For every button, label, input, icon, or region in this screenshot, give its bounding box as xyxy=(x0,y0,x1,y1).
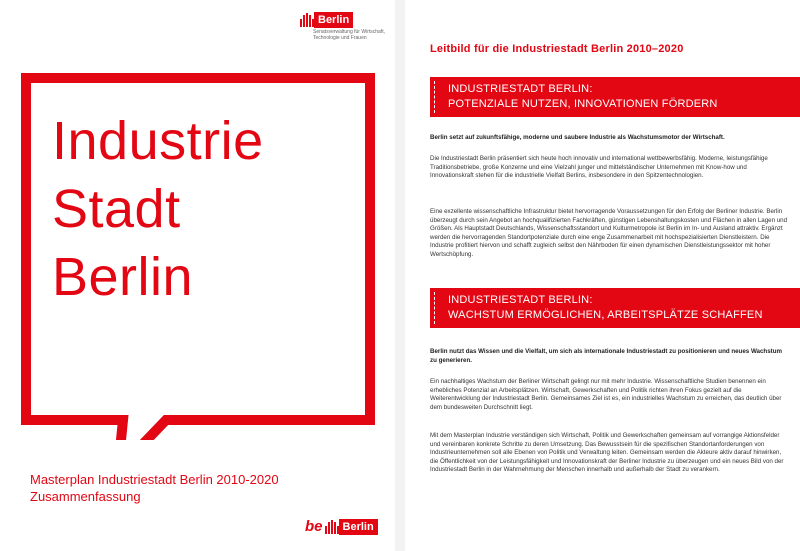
page-gutter xyxy=(395,0,405,551)
section-2-paragraph-1: Ein nachhaltiges Wachstum der Berliner Wirtschaft gelingt nur mit mehr Industrie. Wissenschaftliche Studien benennen ein erhebliches Potenzial an Arbeitsplätzen. Wirtschaft, Gewerkschaften und Politik richten ihren Fokus gezielt auf die Weiterentwicklung der Industriestadt Berlin. Gemeinsames Ziel ist es, ein industrielles Wachstum zu erreichen, das deutlich über dem bundesweiten Durchschnitt liegt. xyxy=(430,378,782,411)
section-1-paragraph-2: Eine exzellente wissenschaftliche Infrastruktur bietet hervorragende Voraussetzungen für den Erfolg der Berliner Industrie. Berlin überzeugt durch sein Angebot an hochqualifizierten Fachkräften, günstigen Lebenshaltungskosten und Flächen in allen Lagen und Größen. Als Hauptstadt Deutschlands, Wissenschaftsstandort und Kulturmetropole ist Berlin im In- und Ausland attraktiv. Ergänzt werden die hervorragenden Standortpotenziale durch eine enge Zusammenarbeit mit hochspezialisierten Dienstleistern. Die Industrie profitiert hiervon und schafft zugleich selbst den Nährboden für einen dynamischen Dienstleistungssektor mit hoher Wertschöpfung. xyxy=(430,208,788,258)
page-heading: Leitbild für die Industriestadt Berlin 2010–2020 xyxy=(430,43,684,55)
banner-2-line-1: INDUSTRIESTADT BERLIN: xyxy=(448,294,593,306)
section-1-paragraph-1: Die Industriestadt Berlin präsentiert sich heute hoch innovativ und international wettbewerbsfähig. Moderne, leistungsfähige Traditionsbetriebe, große Konzerne und eine Vielzahl junger und mittelständischer Unternehmen mit Know-how und Innovationskraft stehen für die industrielle Vielfalt Berlins, insbesondere in den Spitzentechnologien. xyxy=(430,155,768,180)
title-line-3: Berlin xyxy=(52,247,194,307)
be-logo-text: be xyxy=(305,518,323,535)
cover-subtitle-2: Zusammenfassung xyxy=(30,489,141,504)
logo-subtitle: Senatsverwaltung für Wirtschaft, Technologie und Frauen xyxy=(313,29,385,41)
section-2-paragraph-2: Mit dem Masterplan Industrie verständigen sich Wirtschaft, Politik und Gewerkschaften gemeinsam auf vorrangige Aktionsfelder und vereinbaren konkrete Schritte zu deren Umsetzung. Das Bewusstsein für die spezifischen Standortanforderungen von Industrieunternehmen soll alle Ebenen von Politik und Verwaltung leiten. Gemeinsam werden die Akteure aktiv darauf hinwirken, die Öffentlichkeit von der Leistungsfähigkeit und Innovationskraft der Berliner Industrie zu überzeugen und ein neues Bild von der Industriestadt Berlin in der Wahrnehmung der Menschen innerhalb und außerhalb der Stadt zu verankern. xyxy=(430,432,784,474)
section-banner-1 xyxy=(430,77,800,117)
logo-text: Berlin xyxy=(314,12,353,28)
banner-divider-2 xyxy=(434,292,435,324)
title-line-1: Industrie xyxy=(52,111,264,171)
banner-divider xyxy=(434,81,435,113)
bear-bars-icon xyxy=(300,13,314,27)
banner-1-line-1: INDUSTRIESTADT BERLIN: xyxy=(448,83,593,95)
berlin-logo xyxy=(300,12,353,28)
be-berlin-logo xyxy=(305,518,378,535)
section-1-lead: Berlin setzt auf zukunftsfähige, moderne und saubere Industrie als Wachstumsmotor der Wirtschaft. xyxy=(430,134,725,141)
banner-1-line-2: POTENZIALE NUTZEN, INNOVATIONEN FÖRDERN xyxy=(448,98,718,110)
cover-subtitle: Masterplan Industriestadt Berlin 2010-2020 xyxy=(30,472,279,487)
banner-2-line-2: WACHSTUM ERMÖGLICHEN, ARBEITSPLÄTZE SCHAFFEN xyxy=(448,309,763,321)
content-page xyxy=(405,0,800,551)
section-banner-2 xyxy=(430,288,800,328)
be-berlin-box: Berlin xyxy=(339,519,378,535)
section-2-lead: Berlin nutzt das Wissen und die Vielfalt, um sich als internationale Industriestadt zu positionieren und neues Wachstum zu generieren. xyxy=(430,348,782,364)
cover-page xyxy=(0,0,395,551)
title-line-2: Stadt xyxy=(52,179,181,239)
bear-bars-icon-bottom xyxy=(325,520,339,534)
